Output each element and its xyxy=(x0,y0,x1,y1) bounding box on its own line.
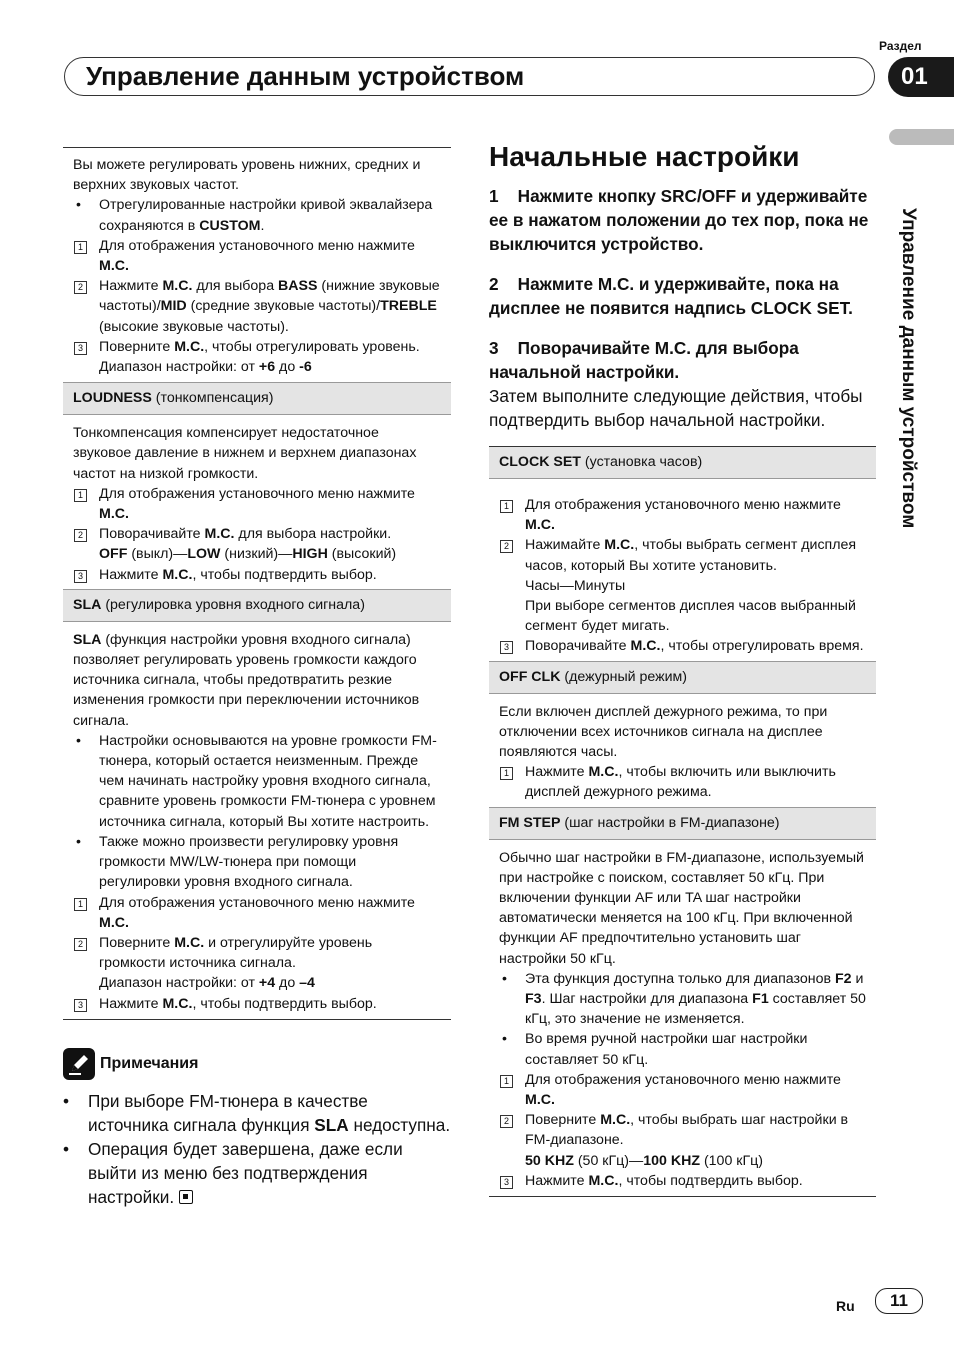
step-2: 2 Поверните M.C., чтобы выбрать шаг настройки в FM-диапазоне. 50 KHZ (50 кГц)—100 KHZ (100 кГц) xyxy=(499,1110,866,1171)
bullet: • xyxy=(502,970,507,987)
step-number-icon: 2 xyxy=(500,1115,513,1128)
side-tab-marker xyxy=(889,129,954,145)
clock-set-header: CLOCK SET (установка часов) xyxy=(489,447,876,479)
step-2: 2 Поверните M.C. и отрегулируйте уровень громкости источника сигнала. Диапазон настройки: от +4 до –4 xyxy=(73,933,441,994)
section-rule xyxy=(489,1196,876,1197)
list-item: • Эта функция доступна только для диапазонов F2 и F3. Шаг настройки для диапазона F1 составляет 50 кГц, это значение не изменяется. xyxy=(502,970,866,1028)
list-item: • Отрегулированные настройки кривой эквалайзера сохраняются в CUSTOM. xyxy=(76,197,433,234)
step-number-icon: 1 xyxy=(74,489,87,502)
notes-block xyxy=(63,1048,451,1209)
bullet: • xyxy=(63,1090,70,1111)
list-item: • Настройки основываются на уровне громкости FM-тюнера, который остается неизменным. Прежде чем начинать настройку уровня входного сигнала, сравните уровень громкости FM-тюнера с уровнем источника сигнала, который Вы хотите настроить. xyxy=(76,732,437,830)
step-number-icon: 1 xyxy=(500,1075,513,1088)
step-number-icon: 2 xyxy=(74,529,87,542)
page-number: 11 xyxy=(875,1288,923,1314)
section-label: Раздел xyxy=(879,39,922,53)
end-of-section-icon xyxy=(179,1190,193,1204)
side-section-title: Управление данным устройством xyxy=(898,208,919,529)
fm-step-header: FM STEP (шаг настройки в FM-диапазоне) xyxy=(489,807,876,840)
note-item: • При выборе FM-тюнера в качестве источника сигнала функция SLA недоступна. xyxy=(63,1090,451,1135)
right-column xyxy=(489,140,876,1197)
eq-intro: Вы можете регулировать уровень нижних, средних и верхних звуковых частот. xyxy=(73,157,421,194)
step-number-icon: 3 xyxy=(74,570,87,583)
step-2: 2 Нажимайте M.C., чтобы выбрать сегмент дисплея часов, который Вы хотите установить. Часы—Минуты При выборе сегментов дисплея часов выбранный сегмент будет мигать. xyxy=(499,535,866,636)
list-item: • Также можно произвести регулировку уровня громкости MW/LW-тюнера при помощи регулировки уровня входного сигнала. xyxy=(76,833,399,891)
step-number-icon: 2 xyxy=(74,938,87,951)
instruction-step-3: 3 Поворачивайте M.C. для выбора начальной настройки. xyxy=(489,338,799,382)
step-3: 3 Поворачивайте M.C., чтобы отрегулировать время. xyxy=(499,636,866,656)
step-number-icon: 1 xyxy=(74,241,87,254)
sla-header: SLA (регулировка уровня входного сигнала) xyxy=(63,589,451,622)
step-number-icon: 3 xyxy=(74,342,87,355)
loudness-text: Тонкомпенсация компенсирует недостаточное звуковое давление в нижнем и верхнем диапазонах частот на низкой громкости. xyxy=(73,425,417,482)
fm-step-text: Обычно шаг настройки в FM-диапазоне, используемый при настройке с поиском, составляет 50 кГц. При включении функции AF или TA шаг настройки автоматически меняется на 100 кГц. При включенной функции AF предпочтительно установить шаг настройки 50 кГц. xyxy=(499,849,864,967)
step-number-icon: 3 xyxy=(500,641,513,654)
instruction-step-1: 1 Нажмите кнопку SRC/OFF и удерживайте ее в нажатом положении до тех пор, пока не выключится устройство. xyxy=(489,186,869,254)
bullet: • xyxy=(76,197,81,214)
step-3: 3 Нажмите M.C., чтобы подтвердить выбор. xyxy=(499,1171,866,1191)
step-1: 1 Для отображения установочного меню нажмите M.C. xyxy=(73,484,441,524)
bullet: • xyxy=(76,732,81,749)
note-item: • Операция будет завершена, даже если выйти из меню без подтверждения настройки. xyxy=(63,1138,403,1207)
section-heading: Начальные настройки xyxy=(489,141,800,172)
step-number-icon: 3 xyxy=(500,1176,513,1189)
language-label: Ru xyxy=(836,1298,855,1314)
step-number-icon: 3 xyxy=(74,999,87,1012)
bullet: • xyxy=(63,1138,70,1159)
sla-text: SLA (функция настройки уровня входного сигнала) позволяет регулировать уровень громкости каждого источника сигнала, чтобы предотвратить резкие изменения громкости при переключении источников сигнала. xyxy=(73,631,420,729)
instruction-step-2: 2 Нажмите M.C. и удерживайте, пока на дисплее не появится надпись CLOCK SET. xyxy=(489,274,853,318)
instruction-step-3-text: Затем выполните следующие действия, чтобы подтвердить выбор начальной настройки. xyxy=(489,386,863,430)
step-1: 1 Нажмите M.C., чтобы включить или выключить дисплей дежурного режима. xyxy=(499,762,866,802)
step-number-icon: 2 xyxy=(500,540,513,553)
left-column xyxy=(63,147,451,1209)
step-1: 1 Для отображения установочного меню нажмите M.C. xyxy=(73,893,441,933)
off-clk-header: OFF CLK (дежурный режим) xyxy=(489,661,876,694)
step-3: 3 Поверните M.C., чтобы отрегулировать уровень. Диапазон настройки: от +6 до -6 xyxy=(73,337,441,377)
step-1: 1 Для отображения установочного меню нажмите M.C. xyxy=(73,236,441,276)
step-1: 1 Для отображения установочного меню нажмите M.C. xyxy=(499,1070,866,1110)
bullet: • xyxy=(502,1031,507,1048)
section-rule xyxy=(63,1019,451,1020)
step-number-icon: 1 xyxy=(500,500,513,513)
step-number-icon: 1 xyxy=(500,767,513,780)
step-number-icon: 2 xyxy=(74,281,87,294)
loudness-header: LOUDNESS (тонкомпенсация) xyxy=(63,382,451,415)
section-number-badge: 01 xyxy=(888,57,954,97)
step-2: 2 Поворачивайте M.C. для выбора настройки. OFF (выкл)—LOW (низкий)—HIGH (высокий) xyxy=(73,524,441,564)
step-1: 1 Для отображения установочного меню нажмите M.C. xyxy=(499,495,866,535)
notes-title: Примечания xyxy=(100,1054,199,1072)
step-3: 3 Нажмите M.C., чтобы подтвердить выбор. xyxy=(73,994,441,1014)
notes-pencil-icon xyxy=(63,1048,95,1080)
step-number-icon: 1 xyxy=(74,898,87,911)
step-3: 3 Нажмите M.C., чтобы подтвердить выбор. xyxy=(73,565,441,585)
page-title: Управление данным устройством xyxy=(86,61,525,91)
list-item: • Во время ручной настройки шаг настройки составляет 50 кГц. xyxy=(502,1031,808,1068)
bullet: • xyxy=(76,833,81,850)
step-2: 2 Нажмите M.C. для выбора BASS (нижние звуковые частоты)/MID (средние звуковые частоты)/TREBLE (высокие звуковые частоты). xyxy=(73,276,441,337)
off-clk-text: Если включен дисплей дежурного режима, то при отключении всех источников сигнала на дисплее появляются часы. xyxy=(499,703,828,761)
